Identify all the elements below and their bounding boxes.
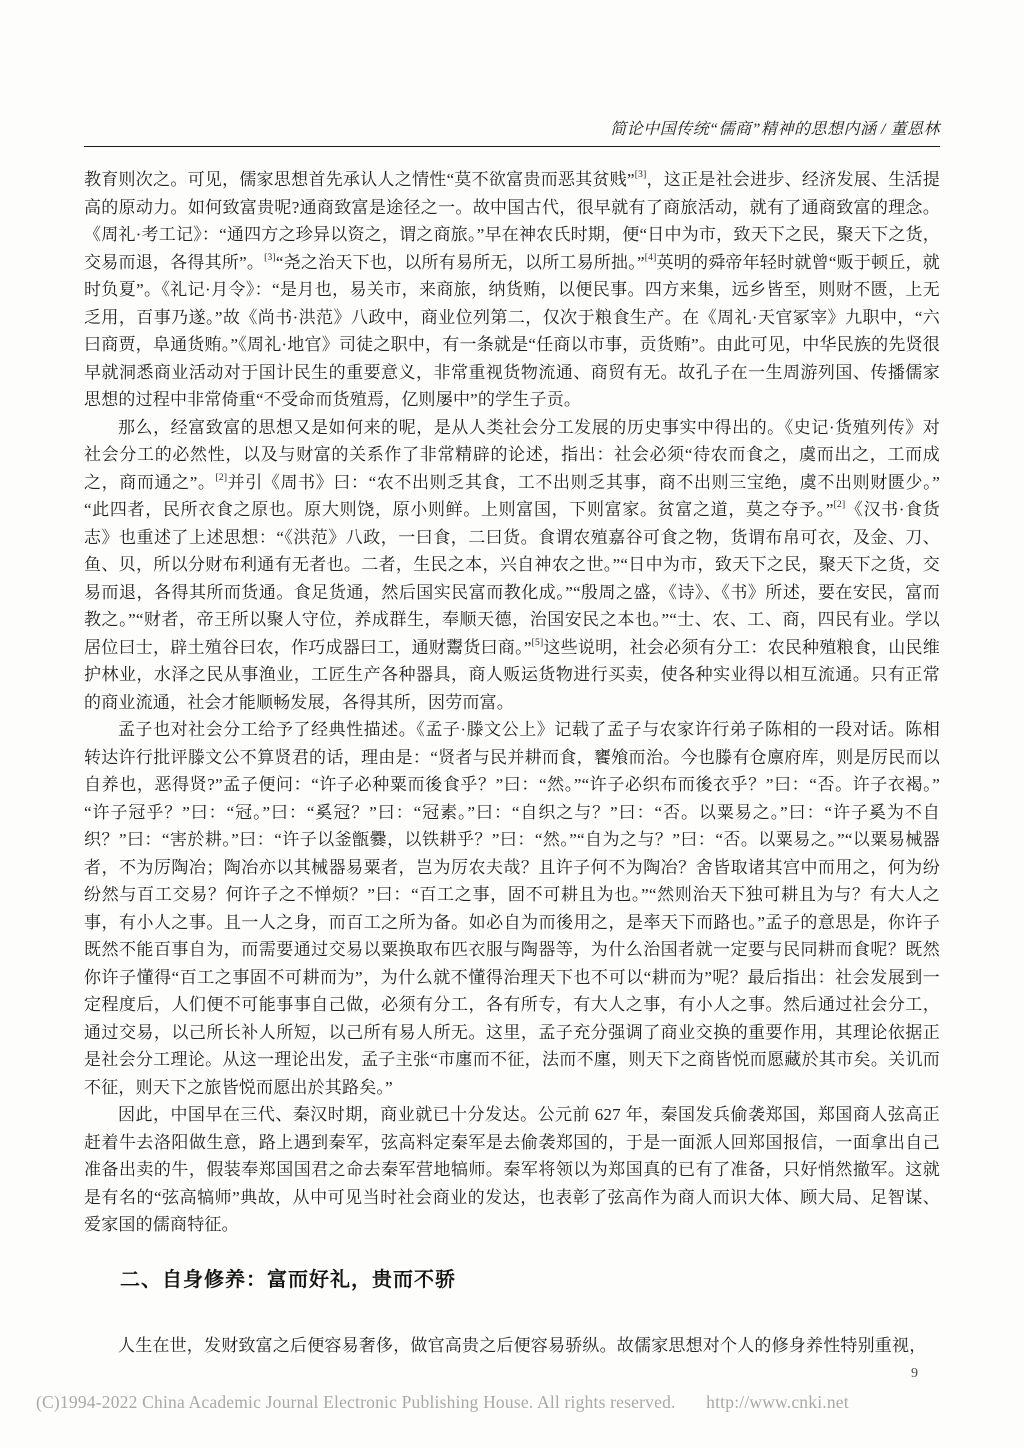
paragraphs-before-heading	[84, 166, 940, 1239]
paragraph	[84, 1332, 940, 1360]
article-body	[84, 166, 940, 1359]
paragraph-text: 那么，经富致富的思想又是如何来的呢，是从人类社会分工发展的历史事实中得出的。《史记·货殖列传》对社会分工的必然性，以及与财富的关系作了非常精辟的论述，指出：社会必须“待农而食之，虞而出之，工而成之，商而通之”。	[84, 417, 940, 492]
paragraph	[84, 716, 940, 1101]
page-number: 9	[911, 1366, 918, 1381]
citation-ref: [3]	[634, 170, 647, 181]
paragraph-text: 《汉书·食货志》也重述了上述思想：“《洪范》八政，一曰食，二曰货。食谓农殖嘉谷可食之物，货谓布帛可衣，及金、刀、鱼、贝，所以分财布利通有无者也。二者，生民之本，兴自神农之世。”“日中为市，致天下之民，聚天下之货，交易而退，各得其所而货通。食足货通，然后国实民富而教化成。”“殷周之盛，《诗》、《书》所述，要在安民，富而教之。”“财者，帝王所以聚人守位，养成群生，奉顺天德，治国安民之本也。”“士、农、工、商，四民有业。学以居位曰士，辟土殖谷曰农，作巧成器曰工，通财鬻货曰商。”	[84, 500, 940, 657]
running-header	[84, 116, 940, 147]
citation-ref: [2]	[215, 472, 228, 483]
paragraph	[84, 166, 940, 414]
copyright-text: (C)1994-2022 China Academic Journal Electronic Publishing House. All rights reserved.	[36, 1392, 676, 1412]
paragraph-text: 孟子也对社会分工给予了经典性描述。《孟子·滕文公上》记载了孟子与农家许行弟子陈相的一段对话。陈相转达许行批评滕文公不算贤君的话，理由是：“贤者与民并耕而食，饔飧而治。今也滕有仓廪府库，则是厉民而以自养也，恶得贤?”孟子便问：“许子必种粟而後食乎？”曰：“然。”“许子必织布而後衣乎？”曰：“否。许子衣褐。”“许子冠乎？”曰：“冠。”曰：“奚冠？”曰：“冠素。”曰：“自织之与？”曰：“否。以粟易之。”曰：“许子奚为不自织？”曰：“害於耕。”曰：“许子以釜甑爨，以铁耕乎？”曰：“然。”“自为之与？”曰：“否。以粟易之。”“以粟易械器者，不为厉陶冶；陶冶亦以其械器易粟者，岂为厉农夫哉？且许子何不为陶冶？舍皆取诸其宫中而用之，何为纷纷然与百工交易？何许子之不惮烦？”曰：“百工之事，固不可耕且为也。”“然则治天下独可耕且为与？有大人之事，有小人之事。且一人之身，而百工之所为备。如必自为而後用之，是率天下而路也。”孟子的意思是，你许子既然不能百事自为，而需要通过交易以粟换取布匹衣服与陶器等，为什么治国者就一定要与民同耕而食呢？既然你许子懂得“百工之事固不可耕而为”，为什么就不懂得治理天下也不可以“耕而为”呢？最后指出：社会发展到一定程度后，人们便不可能事事自己做，必须有分工，各有所专，有大人之事，有小人之事。然后通过社会分工，通过交易，以己所长补人所短，以己所有易人所无。这里，孟子充分强调了商业交换的重要作用，其理论依据正是社会分工理论。从这一理论出发，孟子主张“市廛而不征，法而不廛，则天下之商皆悦而愿藏於其市矣。关讥而不征，则天下之旅皆悦而愿出於其路矣。”	[84, 720, 940, 1097]
paragraph-text: 这些说明，社会必须有分工：农民种殖粮食，山民维护林业，水泽之民从事渔业，工匠生产各种器具，商人贩运货物进行买卖，使各种实业得以相互流通。只有正常的商业流通，社会才能顺畅发展，各得其所，因劳而富。	[84, 637, 940, 712]
paragraph-text: 教育则次之。可见，儒家思想首先承认人之情性“莫不欲富贵而恶其贫贱”	[84, 170, 635, 189]
paragraph-text: 并引《周书》曰：“农不出则乏其食，工不出则乏其事，商不出则三宝绝，虞不出则财匮少。”“此四者，民所衣食之原也。原大则饶，原小则鲜。上则富国，下则富家。贫富之道，莫之夺予。”	[84, 472, 940, 519]
paragraph-text: 因此，中国早在三代、秦汉时期，商业就已十分发达。公元前 627 年，秦国发兵偷袭郑国，郑国商人弦高正赶着牛去洛阳做生意，路上遇到秦军，弦高料定秦军是去偷袭郑国的，于是一面派人回郑国报信，一面拿出自己准备出卖的牛，假装奉郑国国君之命去秦军营地犒师。秦军将领以为郑国真的已有了准备，只好悄然撤军。这就是有名的“弦高犒师”典故，从中可见当时社会商业的发达，也表彰了弦高作为商人而识大体、顾大局、足智谋、爱家国的儒商特征。	[84, 1105, 940, 1234]
paragraph-text: ，这正是社会进步、经济发展、生活提高的原动力。如何致富贵呢?通商致富是途径之一。故中国古代，很早就有了商旅活动，就有了通商致富的理念。《周礼·考工记》：“通四方之珍异以资之，谓之商旅。”早在神农氏时期，便“日中为市，致天下之民，聚天下之货，交易而退，各得其所”。	[84, 170, 940, 272]
paragraph-text: “尧之治天下也，以所有易所无，以所工易所拙。”	[275, 252, 645, 272]
citation-ref: [5]	[531, 637, 544, 648]
citation-ref: [2]	[833, 500, 846, 511]
footer-url: http://www.cnki.net	[706, 1392, 849, 1412]
citation-ref: [3]	[264, 252, 276, 263]
running-title: 简论中国传统“儒商”精神的思想内涵 / 董恩林	[610, 121, 940, 138]
paragraph	[84, 1101, 940, 1239]
citation-ref: [4]	[644, 252, 657, 263]
paragraph-text: 英明的舜帝年轻时就曾“贩于顿丘，就时负夏”。《礼记·月令》：“是月也，易关市，来商旅，纳货贿，以便民事。四方来集，远乡皆至，则财不匮，上无乏用，百事乃遂。”故《尚书·洪范》八政中，商业位列第二，仅次于粮食生产。在《周礼·天官冢宰》九职中，“六曰商贾，阜通货贿。”《周礼·地官》司徒之职中，有一条就是“任商以市事，贡货贿”。由此可见，中华民族的先贤很早就洞悉商业活动对于国计民生的重要意义，非常重视货物流通、商贸有无。故孔子在一生周游列国、传播儒家思想的过程中非常倚重“不受命而货殖焉，亿则屡中”的学生子贡。	[84, 252, 940, 409]
paragraph-text: 人生在世，发财致富之后便容易奢侈，做官高贵之后便容易骄纵。故儒家思想对个人的修身养性特别重视，	[118, 1335, 927, 1355]
footer-copyright	[36, 1392, 849, 1413]
section-heading: 二、自身修养：富而好礼，贵而不骄	[120, 1268, 456, 1291]
paragraphs-after-heading	[84, 1332, 940, 1360]
paragraph	[84, 414, 940, 717]
